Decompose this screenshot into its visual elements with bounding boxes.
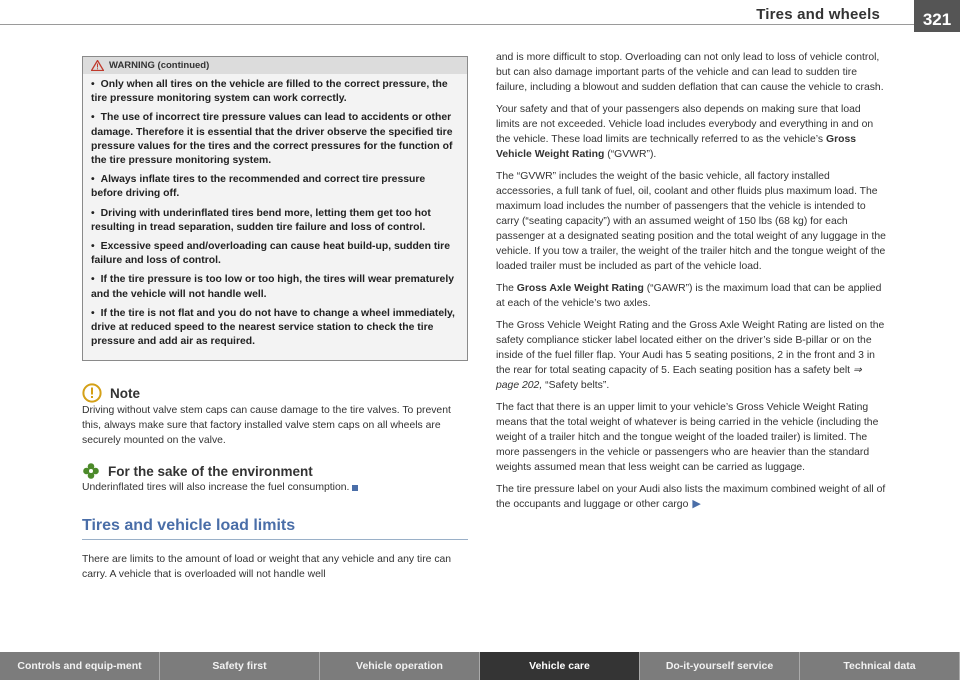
warning-body [83,74,467,360]
paragraph: The Gross Vehicle Weight Rating and the Gross Axle Weight Rating are listed on the safety compliance sticker label located either on the driver’s side B-pillar or on the inside of the fuel filler flap. Your Audi has 5 seating positions, 2 in the front and 3 in the rear for total seating capacity of 5. Each seating position has a safety belt ⇒ page 202, “Safety belts”. [496,320,885,391]
nav-tab-diy-service[interactable]: Do-it-yourself service [640,652,800,680]
left-column [82,56,468,588]
warning-item: • The use of incorrect tire pressure values can lead to accidents or other damage. Therefore it is essential that the driver observe the specified tire pressure values for the tires and the correct pressures for the function of the tire pressure monitoring system. [91,112,453,167]
paragraph: The tire pressure label on your Audi also lists the maximum combined weight of all of the occupants and luggage or other cargo ▶ [496,484,886,510]
warning-box [82,56,468,361]
environment-text: Underinflated tires will also increase the fuel consumption. [82,480,468,495]
warning-item: • Excessive speed and/overloading can cause heat build-up, sudden tire failure and loss of control. [91,241,450,267]
right-column [496,50,886,519]
note-text: Driving without valve stem caps can cause damage to the tire valves. To prevent this, always make sure that factory installed valve stem caps on all wheels are securely mounted on the valve. [82,405,451,447]
section-intro: There are limits to the amount of load or weight that any vehicle and any tire can carry. A vehicle that is overloaded will not handle well [82,554,452,581]
warning-item: • Always inflate tires to the recommended and correct tire pressure before driving off. [91,174,426,200]
nav-tab-vehicle-care[interactable]: Vehicle care [480,652,640,680]
warning-item: • Driving with underinflated tires bend more, letting them get too hot resulting in tread separation, sudden tire failure and loss of control. [91,207,431,233]
warning-item: • If the tire pressure is too low or too high, the tires will wear prematurely and the vehicle will not handle well. [91,274,454,300]
page-number: 321 [914,0,960,32]
warning-triangle-icon [91,60,104,71]
environment-title: For the sake of the environment [108,463,313,479]
page-reference-link[interactable]: ⇒ page 202, [496,365,862,391]
nav-tab-safety[interactable]: Safety first [160,652,320,680]
section-heading: Tires and vehicle load limits [82,517,468,540]
note-title: Note [110,385,140,401]
nav-tab-technical-data[interactable]: Technical data [800,652,960,680]
environment-heading [82,462,468,480]
warning-label: WARNING (continued) [109,60,210,71]
paragraph: The Gross Axle Weight Rating (“GAWR”) is the maximum load that can be applied at each of the vehicle’s two axles. [496,283,882,309]
end-of-section-icon [352,485,358,491]
section-title: Tires and wheels [756,6,880,23]
header-rule [0,24,924,25]
warning-item: • Only when all tires on the vehicle are filled to the correct pressure, the tire pressure monitoring system can work correctly. [91,79,448,105]
paragraph: and is more difficult to stop. Overloading can not only lead to loss of vehicle control, but can also damage important parts of the vehicle and can lead to sudden tire failure, including a blowout and sudden deflation that can cause the vehicle to crash. [496,52,884,93]
note-heading [82,383,468,403]
note-exclamation-icon [82,383,102,403]
paragraph: The “GVWR” includes the weight of the basic vehicle, all factory installed accessories, a full tank of fuel, oil, coolant and other fluids plus maximum load. The maximum load includes the number of passengers that the vehicle is intended to carry (“seating capacity”) with an assumed weight of 150 lbs (68 kg) for each passenger at a designated seating position and the total weight of any luggage in the vehicle. If you tow a trailer, the weight of the trailer hitch and the tongue weight of the loaded trailer must be included as part of the vehicle load. [496,171,886,272]
warning-item: • If the tire is not flat and you do not have to change a wheel immediately, drive at reduced speed to the nearest service station to check the tire pressure and add air as required. [91,307,455,348]
chapter-navigation [0,652,960,680]
environment-flower-icon [82,462,100,480]
nav-tab-controls[interactable]: Controls and equip-ment [0,652,160,680]
paragraph: The fact that there is an upper limit to your vehicle’s Gross Vehicle Weight Rating means that the total weight of whatever is being carried in the vehicle (including the weight of a trailer hitch and the tongue weight of the loaded trailer) is limited. The more passengers in the vehicle or passengers who are heavier than the standard weights assumed mean that less weight can be carried as luggage. [496,402,879,473]
warning-header [83,57,467,74]
continue-arrow-icon: ▶ [692,498,701,510]
nav-tab-operation[interactable]: Vehicle operation [320,652,480,680]
paragraph: Your safety and that of your passengers also depends on making sure that load limits are not exceeded. Vehicle load includes everybody and everything in and on the vehicle. These load limits are technically referred to as the vehicle’s Gross Vehicle Weight Rating (“GVWR”). [496,104,874,160]
